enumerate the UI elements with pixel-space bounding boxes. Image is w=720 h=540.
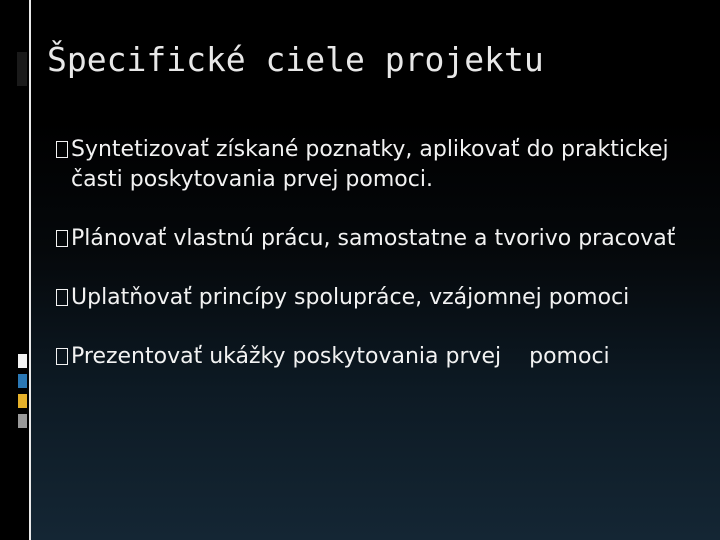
bullet-list	[56, 135, 696, 401]
bullet-item	[56, 135, 696, 195]
bullet-text: Prezentovať ukážky poskytovania prvej pomoci	[71, 344, 610, 369]
slide-title: Špecifické ciele projektu	[47, 40, 544, 79]
bullet-item	[56, 342, 696, 372]
accent-bar-3	[18, 394, 27, 408]
missing-glyph-box-icon	[56, 348, 68, 365]
missing-glyph-box-icon	[56, 289, 68, 306]
bullet-text: Uplatňovať princípy spolupráce, vzájomnej pomoci	[71, 285, 630, 310]
bullet-item	[56, 283, 696, 313]
missing-glyph-box-icon	[56, 230, 68, 247]
left-rail-line	[29, 0, 31, 540]
accent-bars	[18, 354, 27, 434]
accent-bar-2	[18, 374, 27, 388]
left-decor-block	[17, 52, 27, 86]
bullet-text: Syntetizovať získané poznatky, aplikovať do praktickej časti poskytovania prvej pomoci.	[71, 137, 669, 192]
accent-bar-4	[18, 414, 27, 428]
accent-bar-1	[18, 354, 27, 368]
bullet-text: Plánovať vlastnú prácu, samostatne a tvorivo pracovať	[71, 226, 676, 251]
missing-glyph-box-icon	[56, 141, 68, 158]
bullet-item	[56, 224, 696, 254]
